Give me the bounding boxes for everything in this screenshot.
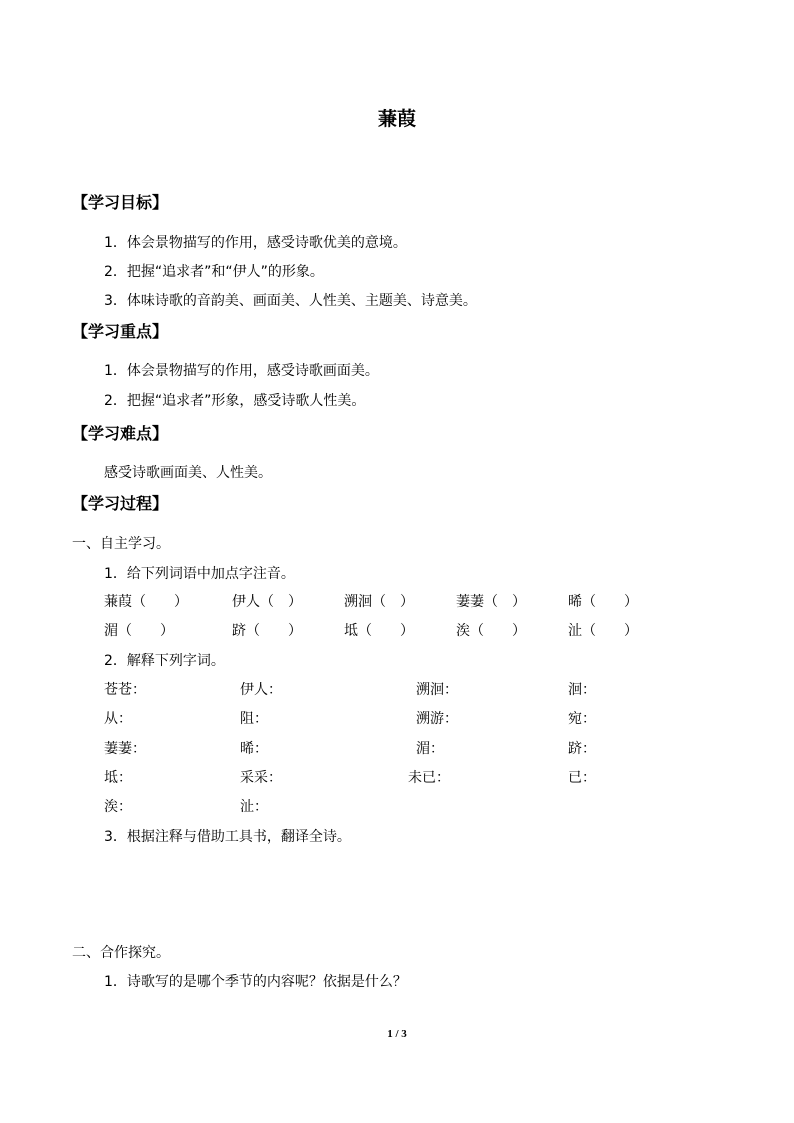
pinyin-item: 萋萋（ ） [456, 594, 526, 610]
part2-heading: 二、合作探究。 [72, 945, 170, 961]
focus-item-2: 2．把握“追求者”形象，感受诗歌人性美。 [104, 393, 366, 409]
section-heading-process: 【学习过程】 [72, 494, 169, 513]
page-number: 1 / 3 [387, 1028, 407, 1040]
word-item: 伊人： [240, 682, 282, 698]
word-item: 萋萋： [104, 741, 146, 757]
word-item: 洄： [568, 682, 596, 698]
question-season: 1．诗歌写的是哪个季节的内容呢？依据是什么？ [104, 974, 407, 990]
pinyin-item: 伊人（ ） [232, 594, 302, 610]
section-heading-focus: 【学习重点】 [72, 322, 169, 341]
question-3: 3．根据注释与借助工具书，翻译全诗。 [104, 829, 351, 845]
pinyin-item: 坻（ ） [344, 623, 414, 639]
part1-heading: 一、自主学习。 [72, 536, 170, 552]
goal-item-2: 2．把握“追求者”和“伊人”的形象。 [104, 264, 324, 280]
question-1: 1．给下列词语中加点字注音。 [104, 566, 295, 582]
goal-item-1: 1．体会景物描写的作用，感受诗歌优美的意境。 [104, 235, 407, 251]
pinyin-item: 溯洄（ ） [344, 594, 414, 610]
word-item: 未已： [408, 770, 450, 786]
document-title: 蒹葭 [377, 108, 416, 130]
section-heading-goals: 【学习目标】 [72, 193, 169, 212]
pinyin-item: 涘（ ） [456, 623, 526, 639]
word-item: 宛： [568, 711, 596, 727]
word-item: 从： [104, 711, 132, 727]
word-item: 阻： [240, 711, 268, 727]
pinyin-item: 跻（ ） [232, 623, 302, 639]
goal-item-3: 3．体味诗歌的音韵美、画面美、人性美、主题美、诗意美。 [104, 293, 477, 309]
word-item: 坻： [104, 770, 132, 786]
pinyin-item: 沚（ ） [568, 623, 638, 639]
word-item: 溯洄： [416, 682, 458, 698]
word-item: 已： [568, 770, 596, 786]
difficulty-text: 感受诗歌画面美、人性美。 [104, 465, 272, 481]
pinyin-item: 晞（ ） [568, 594, 638, 610]
section-heading-difficulty: 【学习难点】 [72, 424, 169, 443]
word-item: 采采： [240, 770, 282, 786]
word-item: 沚： [240, 799, 268, 815]
pinyin-item: 湄（ ） [104, 623, 174, 639]
word-item: 苍苍： [104, 682, 146, 698]
word-item: 跻： [568, 741, 596, 757]
question-2: 2．解释下列字词。 [104, 653, 225, 669]
word-item: 湄： [416, 741, 444, 757]
word-item: 涘： [104, 799, 132, 815]
pinyin-item: 蒹葭（ ） [104, 594, 188, 610]
focus-item-1: 1．体会景物描写的作用，感受诗歌画面美。 [104, 363, 379, 379]
word-item: 溯游： [416, 711, 458, 727]
word-item: 晞： [240, 741, 268, 757]
